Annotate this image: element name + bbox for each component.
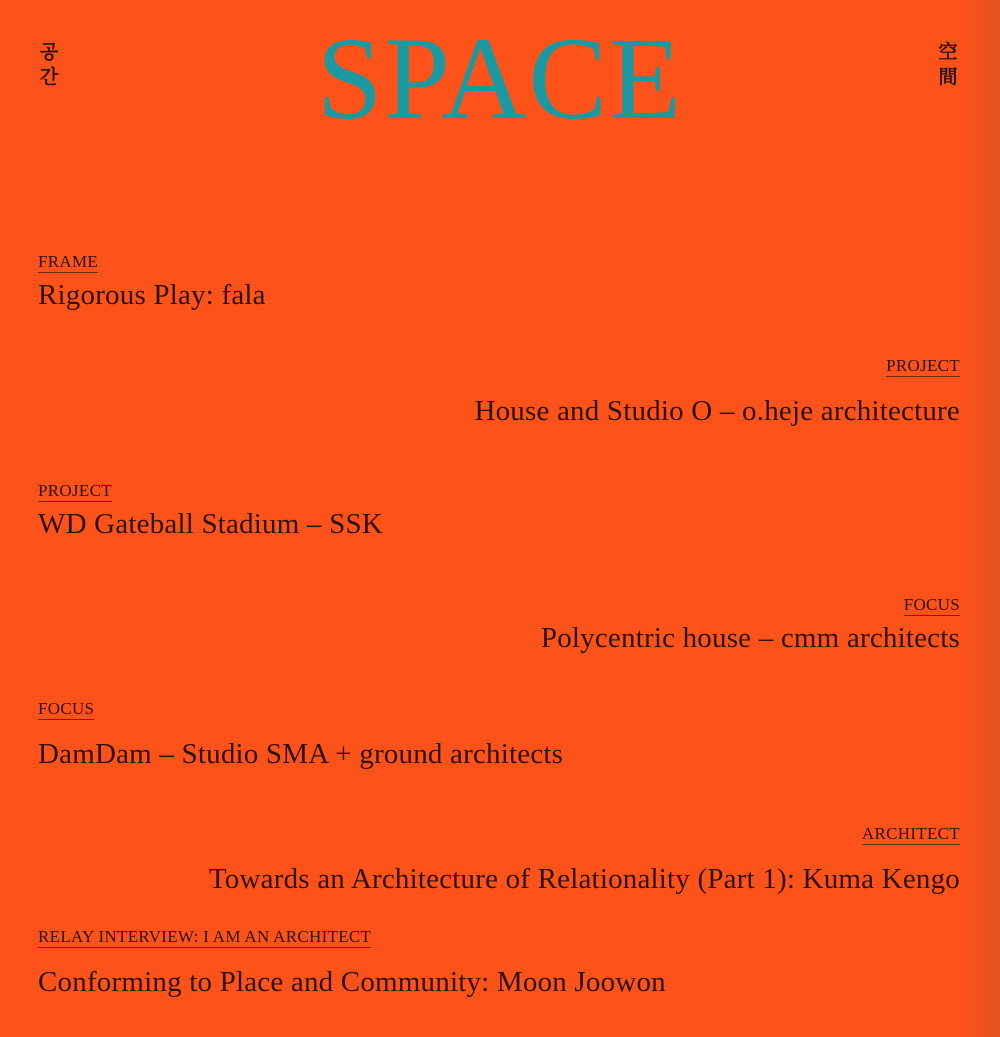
category-link[interactable]: FOCUS [38, 699, 95, 718]
article-title[interactable]: Conforming to Place and Community: Moon Joowon [38, 966, 666, 998]
category-link[interactable]: FOCUS [903, 595, 960, 614]
korean-glyph: 공 [39, 41, 59, 63]
article-title[interactable]: Towards an Architecture of Relationality (Part 1): Kuma Kengo [208, 863, 960, 895]
category-link[interactable]: PROJECT [38, 481, 112, 500]
toc-entry[interactable] [38, 699, 960, 772]
toc-entry[interactable] [38, 356, 960, 429]
toc-entry[interactable] [38, 595, 960, 656]
category-link[interactable]: ARCHITECT [861, 824, 960, 843]
hanja-title-vertical [936, 40, 960, 90]
toc-entry[interactable] [38, 927, 960, 1000]
article-title[interactable]: House and Studio O – o.heje architecture [474, 395, 960, 427]
article-title[interactable]: Rigorous Play: fala [38, 279, 266, 311]
article-title[interactable]: WD Gateball Stadium – SSK [38, 508, 383, 540]
toc-entry[interactable] [38, 824, 960, 897]
hanja-glyph: 間 [938, 66, 958, 88]
masthead [0, 0, 1000, 160]
article-title[interactable]: Polycentric house – cmm architects [540, 622, 960, 654]
toc-entry[interactable] [38, 481, 960, 542]
korean-glyph: 간 [39, 66, 59, 88]
category-link[interactable]: PROJECT [886, 356, 960, 375]
toc-entry[interactable] [38, 252, 960, 313]
category-link[interactable]: FRAME [38, 252, 99, 271]
category-link[interactable]: RELAY INTERVIEW: I AM AN ARCHITECT [38, 927, 372, 946]
hanja-glyph: 空 [938, 41, 958, 63]
space-logo[interactable]: SPACE [316, 13, 684, 144]
article-title[interactable]: DamDam – Studio SMA + ground architects [38, 738, 564, 770]
